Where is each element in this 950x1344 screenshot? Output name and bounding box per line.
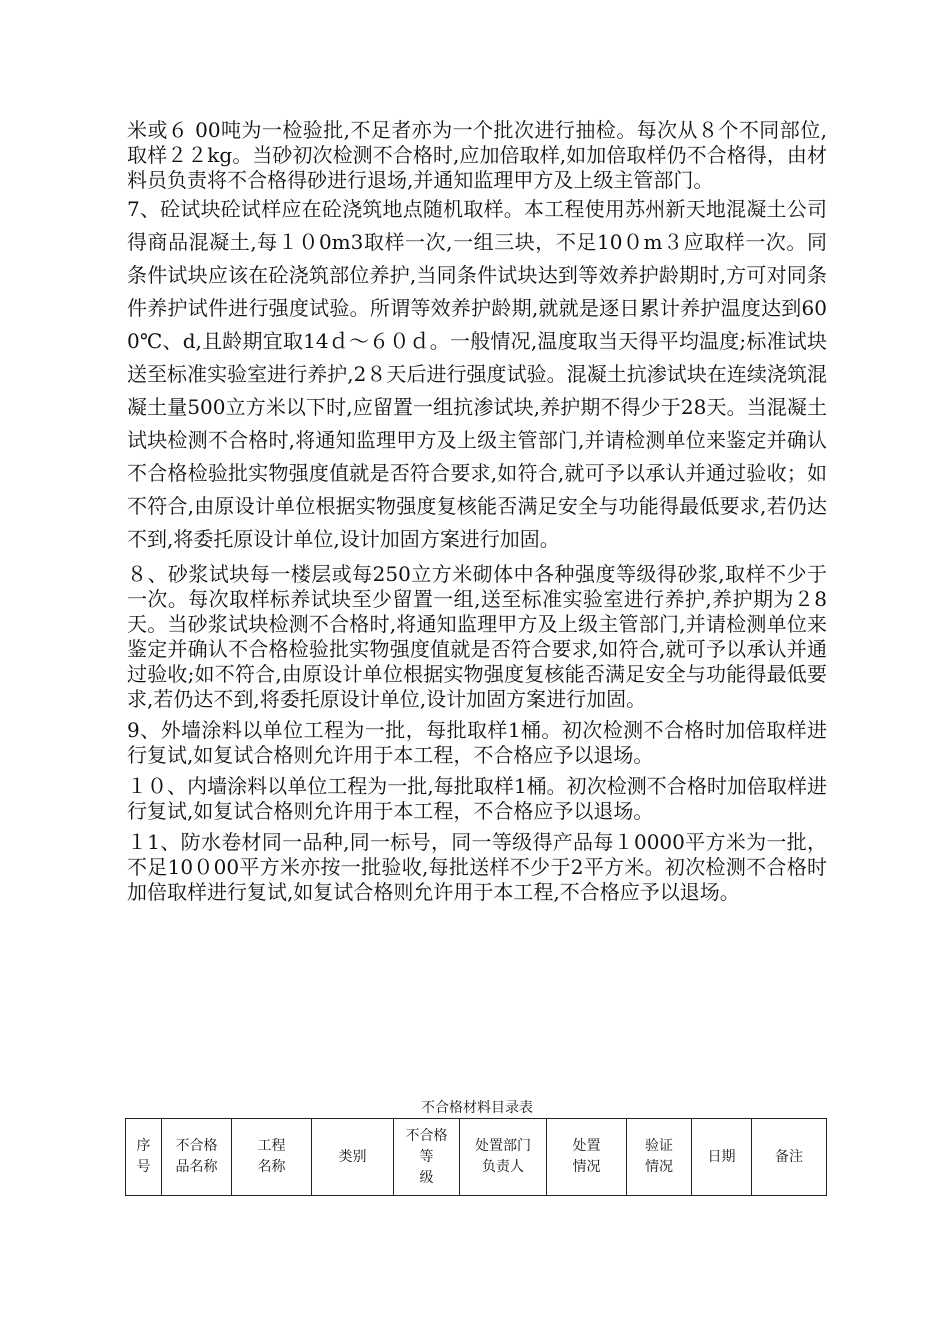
header-cell-item-name: 不合格 品名称: [162, 1119, 232, 1196]
paragraph-concrete-test-block: 7、砼试块砼试样应在砼浇筑地点随机取样。本工程使用苏州新天地混凝土公司得商品混凝土,每１０0m3取样一次,一组三块，不足10０m３应取样一次。同条件试块应该在砼浇筑部位养护,当同条件试块达到等效养护龄期时,方可对同条件养护试件进行强度试验。所谓等效养护龄期,就就是逐日累计养护温度达到600℃、d,且龄期宜取14ｄ～６０ｄ。一般情况,温度取当天得平均温度;标准试块送至标准实验室进行养护,2８天后进行强度试验。混凝土抗渗试块在连续浇筑混凝土量500立方米以下时,应留置一组抗渗试块,养护期不得少于28天。当混凝土试块检测不合格时,将通知监理甲方及上级主管部门,并请检测单位来鉴定并确认不合格检验批实物强度值就是否符合要求,如符合,就可予以承认并通过验收；如不符合,由原设计单位根据实物强度复核能否满足安全与功能得最低要求,若仍达不到,将委托原设计单位,设计加固方案进行加固。: [127, 197, 827, 551]
header-cell-verification-status: 验证 情况: [627, 1119, 692, 1196]
header-cell-project-name: 工程 名称: [232, 1119, 312, 1196]
header-cell-disposal-status: 处置 情况: [547, 1119, 627, 1196]
header-cell-category: 类别: [312, 1119, 394, 1196]
table-title: 不合格材料目录表: [421, 1100, 533, 1116]
nonconforming-materials-table: [125, 1118, 827, 1196]
header-cell-nonconformity-grade: 不合格 等 级: [394, 1119, 460, 1196]
header-cell-remarks: 备注: [752, 1119, 827, 1196]
paragraph-interior-paint: １０、内墙涂料以单位工程为一批,每批取样1桶。初次检测不合格时加倍取样进行复试,如复试合格则允许用于本工程，不合格应予以退场。: [127, 774, 827, 823]
paragraph-sand-sampling: 米或６ 00吨为一检验批,不足者亦为一个批次进行抽检。每次从８个不同部位,取样２２kg。当砂初次检测不合格时,应加倍取样,如加倍取样仍不合格得，由材料员负责将不合格得砂进行退场,并通知监理甲方及上级主管部门。: [127, 118, 827, 192]
table-header-row: [126, 1119, 827, 1196]
header-cell-index: 序 号: [126, 1119, 162, 1196]
document-body: [127, 118, 827, 905]
paragraph-exterior-paint: 9、外墙涂料以单位工程为一批，每批取样1桶。初次检测不合格时加倍取样进行复试,如复试合格则允许用于本工程，不合格应予以退场。: [127, 718, 827, 767]
paragraph-waterproof-membrane: １1、防水卷材同一品种,同一标号，同一等级得产品每１0000平方米为一批，不足10０00平方米亦按一批验收,每批送样不少于2平方米。初次检测不合格时加倍取样进行复试,如复试合格则允许用于本工程,不合格应予以退场。: [127, 830, 827, 904]
header-cell-responsible-person: 处置部门 负责人: [460, 1119, 547, 1196]
paragraph-mortar-test-block: ８、砂浆试块每一楼层或每250立方米砌体中各种强度等级得砂浆,取样不少于一次。每次取样标养试块至少留置一组,送至标准实验室进行养护,养护期为２8天。当砂浆试块检测不合格时,将通知监理甲方及上级主管部门,并请检测单位来鉴定并确认不合格检验批实物强度值就是否符合要求,如符合,就可予以承认并通过验收;如不符合,由原设计单位根据实物强度复核能否满足安全与功能得最低要求,若仍达不到,将委托原设计单位,设计加固方案进行加固。: [127, 562, 827, 711]
header-cell-date: 日期: [692, 1119, 752, 1196]
